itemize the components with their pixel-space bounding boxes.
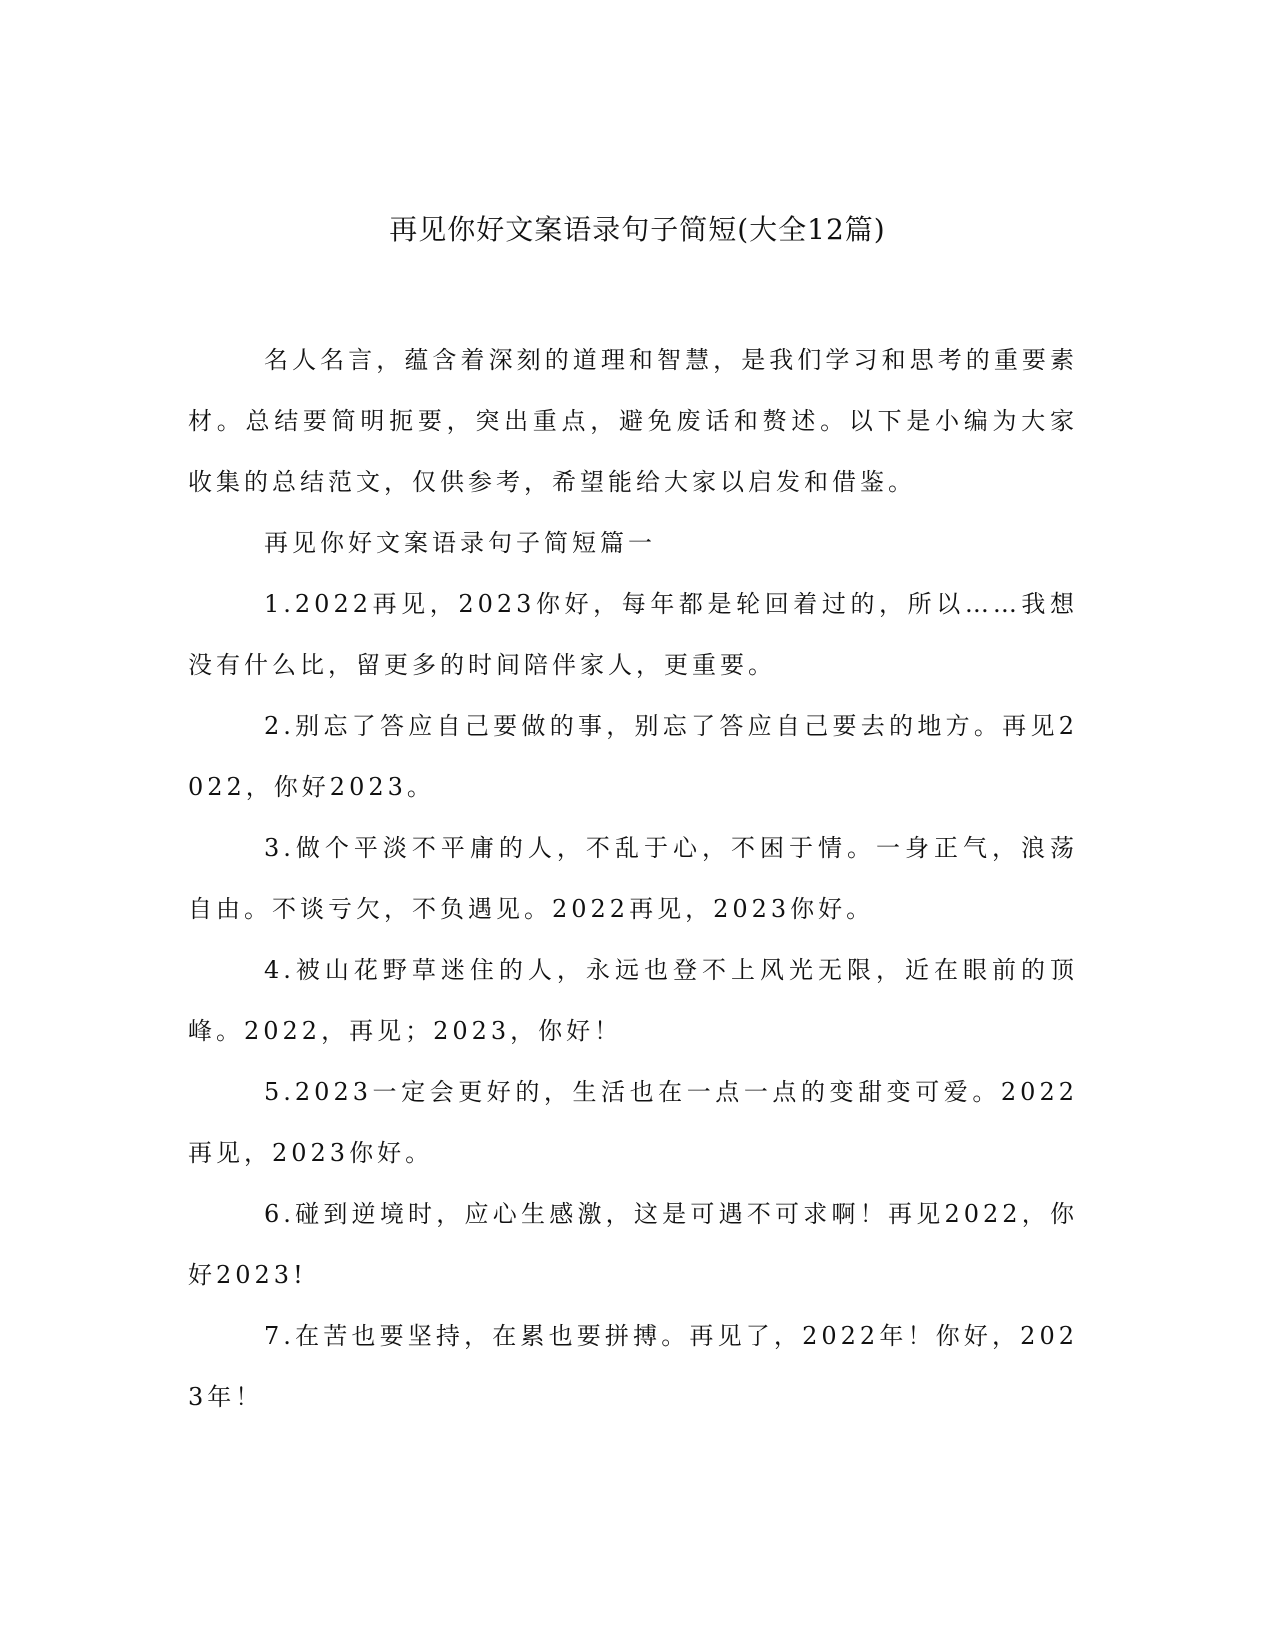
quote-item-5: 5.2023一定会更好的，生活也在一点一点的变甜变可爱。2022再见，2023你好。 <box>188 1078 1078 1167</box>
quote-item-6: 6.碰到逆境时，应心生感激，这是可遇不可求啊！再见2022，你好2023! <box>188 1200 1078 1289</box>
quote-item-4: 4.被山花野草迷住的人，永远也登不上风光无限，近在眼前的顶峰。2022，再见；2023，你好！ <box>188 956 1078 1045</box>
section-heading: 再见你好文案语录句子简短篇一 <box>264 529 656 557</box>
intro-paragraph: 名人名言，蕴含着深刻的道理和智慧，是我们学习和思考的重要素材。总结要简明扼要，突出重点，避免废话和赘述。以下是小编为大家收集的总结范文，仅供参考，希望能给大家以启发和借鉴。 <box>188 346 1078 496</box>
page-title: 再见你好文案语录句子简短(大全12篇) <box>389 213 886 246</box>
quote-item-2: 2.别忘了答应自己要做的事，别忘了答应自己要去的地方。再见2022，你好2023。 <box>188 712 1078 801</box>
quote-item-7: 7.在苦也要坚持，在累也要拼搏。再见了，2022年！你好，2023年！ <box>188 1322 1078 1411</box>
document-body <box>188 330 1078 1428</box>
quote-item-3: 3.做个平淡不平庸的人，不乱于心，不困于情。一身正气，浪荡自由。不谈亏欠，不负遇见。2022再见，2023你好。 <box>188 834 1078 923</box>
quote-item-1: 1.2022再见，2023你好，每年都是轮回着过的，所以……我想没有什么比，留更多的时间陪伴家人，更重要。 <box>188 590 1078 679</box>
